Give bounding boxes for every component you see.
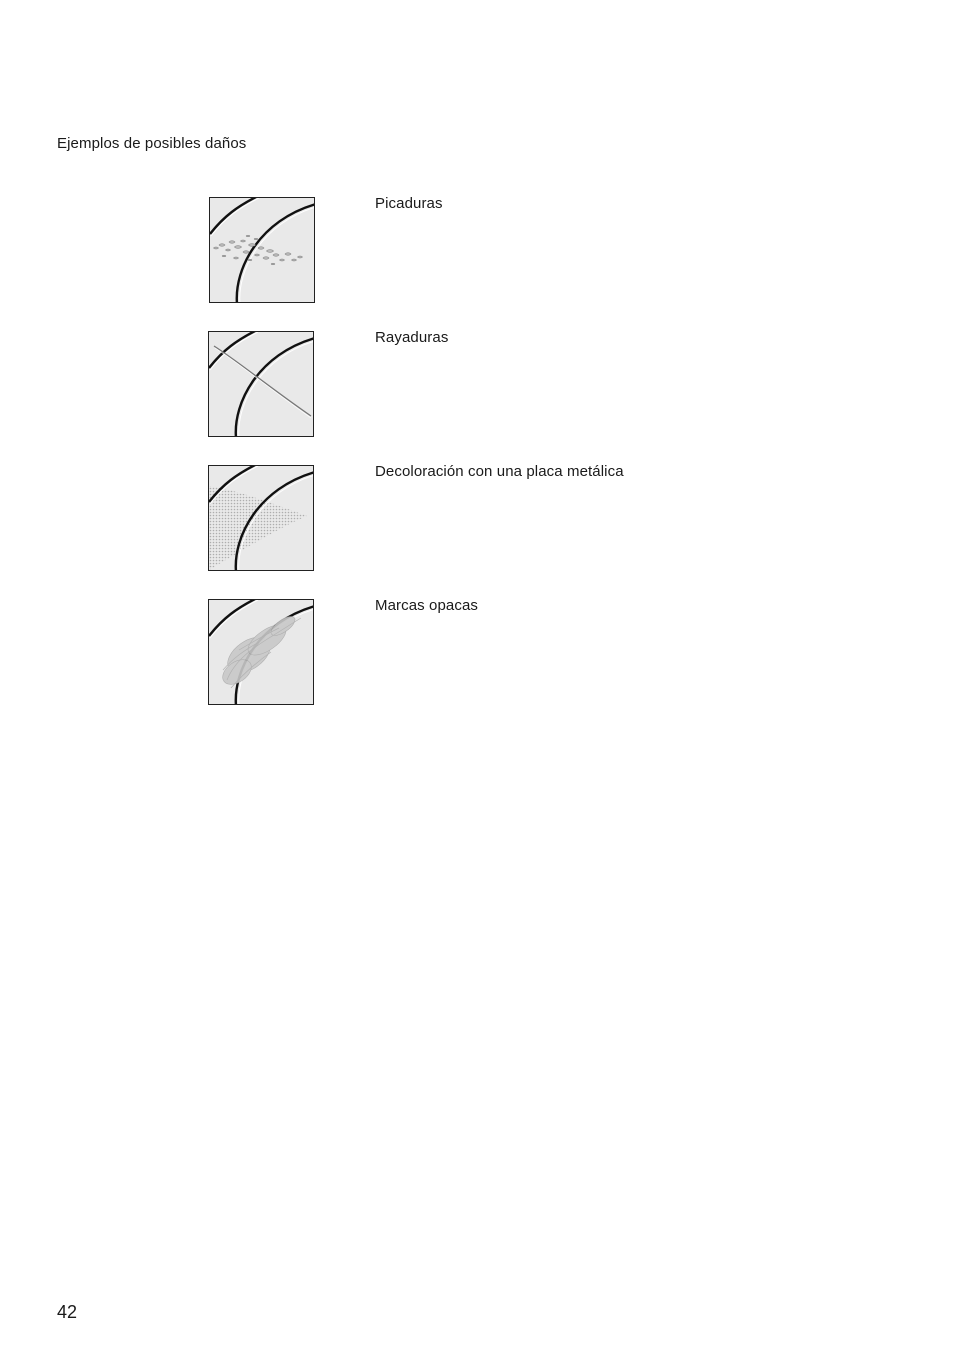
metal-discoloration-illustration xyxy=(208,465,314,571)
example-metal-discoloration xyxy=(0,465,954,575)
example-label-scratches: Rayaduras xyxy=(375,329,449,346)
page-number: 42 xyxy=(57,1302,78,1322)
example-pitting xyxy=(0,197,954,307)
section-title: Ejemplos de posibles daños xyxy=(57,135,247,152)
example-label-pitting: Picaduras xyxy=(375,195,443,212)
metal-discoloration-icon xyxy=(209,466,313,570)
opaque-marks-illustration xyxy=(208,599,314,705)
example-scratches xyxy=(0,331,954,441)
pitting-damage-illustration xyxy=(209,197,315,303)
example-label-metal-discoloration: Decoloración con una placa metálica xyxy=(375,463,624,480)
pitting-damage-icon xyxy=(210,198,314,302)
example-opaque-marks xyxy=(0,599,954,709)
scratch-damage-illustration xyxy=(208,331,314,437)
scratch-damage-icon xyxy=(209,332,313,436)
opaque-marks-icon xyxy=(209,600,313,704)
example-label-opaque-marks: Marcas opacas xyxy=(375,597,479,614)
